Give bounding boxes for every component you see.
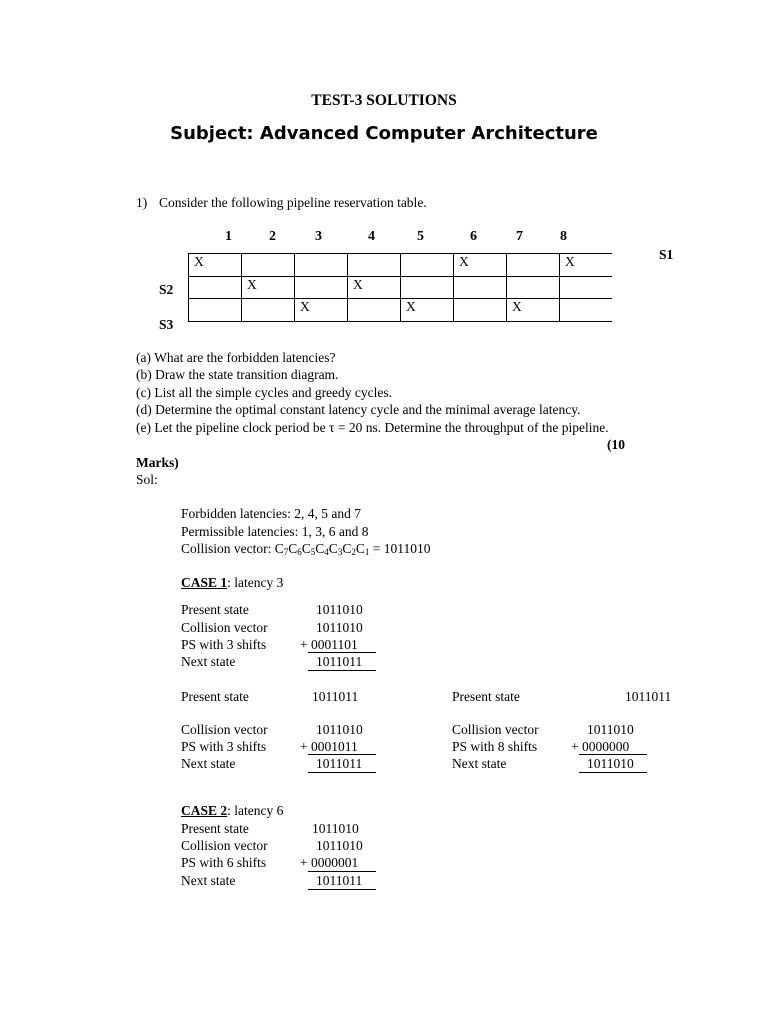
table-cell: X [401, 299, 454, 322]
table-cell [454, 299, 507, 322]
table-cell: X [507, 299, 560, 322]
collision-vector: Collision vector: $C_7C_6C_5C_4C_3C_2C_1 = 1011010$ [181, 541, 431, 557]
table-cell [189, 299, 242, 322]
case2-heading-line [181, 804, 283, 818]
table-cell [401, 276, 454, 299]
case1-suffix: : latency 3 [227, 575, 284, 590]
collision-sub: 6 [297, 547, 302, 557]
forbidden-latencies: Forbidden latencies: 2, 4, 5 and 7 [181, 506, 361, 521]
column-header-7: 7 [516, 229, 523, 244]
case2-suffix: : latency 6 [227, 803, 284, 818]
sum-line [308, 652, 376, 653]
question-text: Consider the following pipeline reservation table. [159, 195, 427, 210]
collision-sub: 2 [351, 547, 356, 557]
marks-label-cont: Marks) [136, 455, 179, 470]
table-row [189, 276, 613, 299]
collision-sub: 7 [283, 547, 289, 557]
table-cell: X [242, 276, 295, 299]
state-value: + 0000001 [300, 855, 359, 870]
state-value: 1011010 [587, 756, 634, 771]
state-value: + 0001011 [300, 739, 358, 754]
collision-sub: 4 [324, 547, 329, 557]
question-part-d: (d) Determine the optimal constant latency cycle and the minimal average latency. [136, 402, 581, 417]
case2-heading: CASE 2 [181, 803, 228, 818]
question-part-e: (e) Let the pipeline clock period be τ = 20 ns. Determine the throughput of the pipeline. [136, 420, 609, 435]
state-value: 1011010 [312, 821, 359, 836]
state-value: 1011010 [587, 722, 634, 737]
state-value: + 0000000 [571, 739, 630, 754]
table-cell [295, 254, 348, 277]
state-value: 1011010 [316, 722, 363, 737]
sol-label: Sol: [136, 472, 158, 487]
document-title: TEST-3 SOLUTIONS [311, 92, 457, 109]
case1-heading-line [181, 576, 283, 590]
state-value: 1011011 [316, 654, 363, 669]
marks-label: (10 [607, 437, 625, 452]
table-cell [348, 299, 401, 322]
column-header-8: 8 [560, 229, 567, 244]
state-label: Collision vector [181, 620, 268, 635]
state-value: 1011011 [316, 873, 363, 888]
table-cell [401, 254, 454, 277]
question-part-b: (b) Draw the state transition diagram. [136, 367, 339, 382]
stage-label-s2: S2 [159, 282, 174, 297]
state-label: Collision vector [452, 722, 539, 737]
state-label: Present state [181, 689, 249, 704]
sum-line [308, 871, 376, 872]
table-cell [242, 299, 295, 322]
collision-sub: 3 [337, 547, 343, 557]
table-cell: X [348, 276, 401, 299]
collision-sub: 5 [310, 547, 316, 557]
table-cell [348, 254, 401, 277]
state-label: PS with 3 shifts [181, 739, 267, 754]
column-header-1: 1 [225, 229, 232, 244]
column-header-3: 3 [315, 229, 322, 244]
table-cell: X [560, 254, 613, 277]
table-cell [560, 299, 613, 322]
table-cell [189, 276, 242, 299]
state-label: PS with 8 shifts [452, 739, 538, 754]
table-cell [560, 276, 613, 299]
collision-vector-label: Collision vector: C [181, 541, 284, 556]
table-row [189, 299, 613, 322]
collision-sub: 1 [364, 547, 370, 557]
table-cell [295, 276, 348, 299]
state-label: Collision vector [181, 722, 268, 737]
permissible-latencies: Permissible latencies: 1, 3, 6 and 8 [181, 524, 369, 539]
state-value: 1011011 [312, 689, 359, 704]
column-header-5: 5 [417, 229, 424, 244]
question-part-c: (c) List all the simple cycles and greedy cycles. [136, 385, 393, 400]
table-cell [454, 276, 507, 299]
table-cell: X [295, 299, 348, 322]
state-label: Present state [452, 689, 520, 704]
document-subject: Subject: Advanced Computer Architecture [170, 123, 598, 144]
sum-line [308, 772, 376, 773]
sum-line [579, 772, 647, 773]
state-label: Next state [181, 756, 236, 771]
table-row [189, 254, 613, 277]
reservation-table [188, 253, 612, 322]
state-label: Next state [452, 756, 507, 771]
sum-line [308, 670, 376, 671]
column-header-4: 4 [368, 229, 375, 244]
state-value: 1011011 [625, 689, 672, 704]
state-label: Present state [181, 821, 249, 836]
state-value: 1011010 [316, 602, 363, 617]
column-header-2: 2 [269, 229, 276, 244]
state-value: 1011010 [316, 620, 363, 635]
stage-label-s1: S1 [659, 247, 674, 262]
question-part-a: (a) What are the forbidden latencies? [136, 350, 336, 365]
state-label: PS with 6 shifts [181, 855, 267, 870]
sum-line [308, 889, 376, 890]
state-value: + 0001101 [300, 637, 358, 652]
sum-line [308, 754, 376, 755]
stage-label-s3: S3 [159, 317, 174, 332]
table-cell: X [454, 254, 507, 277]
state-value: 1011010 [316, 838, 363, 853]
state-label: Present state [181, 602, 249, 617]
state-label: Collision vector [181, 838, 268, 853]
column-header-6: 6 [470, 229, 477, 244]
table-cell: X [189, 254, 242, 277]
collision-vector-value: = 1011010 [369, 541, 431, 556]
table-cell [507, 254, 560, 277]
state-value: 1011011 [316, 756, 363, 771]
sum-line [579, 754, 647, 755]
state-label: Next state [181, 654, 236, 669]
state-label: PS with 3 shifts [181, 637, 267, 652]
table-cell [507, 276, 560, 299]
table-cell [242, 254, 295, 277]
case1-heading: CASE 1 [181, 575, 228, 590]
question-number: 1) [136, 195, 148, 210]
state-label: Next state [181, 873, 236, 888]
